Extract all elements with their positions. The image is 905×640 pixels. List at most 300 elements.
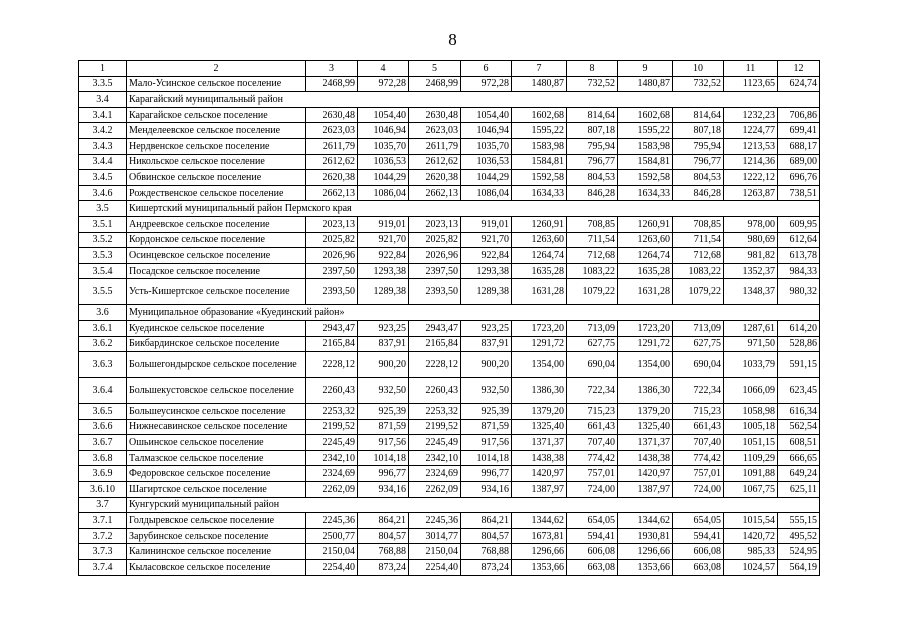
value-cell: 606,08 (567, 544, 618, 560)
value-cell: 932,50 (358, 378, 409, 404)
row-code: 3.6.6 (79, 419, 127, 435)
value-cell: 2397,50 (409, 263, 461, 279)
value-cell: 2023,13 (306, 216, 358, 232)
value-cell: 614,20 (778, 320, 820, 336)
value-cell: 980,32 (778, 279, 820, 305)
table-row (79, 263, 820, 279)
value-cell: 757,01 (567, 466, 618, 482)
settlement-name: Большеусинское сельское поселение (127, 404, 306, 420)
value-cell: 2630,48 (306, 107, 358, 123)
settlement-name: Куединское сельское поселение (127, 320, 306, 336)
value-cell: 871,59 (461, 419, 512, 435)
page-number: 8 (448, 30, 457, 49)
value-cell: 925,39 (358, 404, 409, 420)
value-cell: 2620,38 (409, 170, 461, 186)
table-row (79, 544, 820, 560)
value-cell: 3014,77 (409, 528, 461, 544)
value-cell: 2199,52 (306, 419, 358, 435)
value-cell: 2468,99 (409, 76, 461, 92)
value-cell: 2253,32 (409, 404, 461, 420)
value-cell: 1264,74 (618, 248, 673, 264)
value-cell: 1595,22 (512, 123, 567, 139)
table-row (79, 76, 820, 92)
value-cell: 1287,61 (724, 320, 778, 336)
value-cell: 2150,04 (409, 544, 461, 560)
settlement-name: Мало-Усинское сельское поселение (127, 76, 306, 92)
section-row (79, 201, 820, 217)
value-cell: 2612,62 (409, 154, 461, 170)
value-cell: 1635,28 (512, 263, 567, 279)
value-cell: 757,01 (673, 466, 724, 482)
value-cell: 1371,37 (618, 435, 673, 451)
row-code: 3.7.4 (79, 560, 127, 576)
settlement-name: Зарубинское сельское поселение (127, 528, 306, 544)
value-cell: 1083,22 (673, 263, 724, 279)
value-cell: 1036,53 (461, 154, 512, 170)
value-cell: 1595,22 (618, 123, 673, 139)
value-cell: 804,57 (358, 528, 409, 544)
value-cell: 1371,37 (512, 435, 567, 451)
value-cell: 1214,36 (724, 154, 778, 170)
value-cell: 2393,50 (409, 279, 461, 305)
value-cell: 1079,22 (567, 279, 618, 305)
section-row (79, 92, 820, 108)
row-code: 3.7.2 (79, 528, 127, 544)
value-cell: 1046,94 (461, 123, 512, 139)
value-cell: 837,91 (358, 336, 409, 352)
value-cell: 1293,38 (461, 263, 512, 279)
value-cell: 1354,00 (512, 352, 567, 378)
value-cell: 2150,04 (306, 544, 358, 560)
value-cell: 707,40 (673, 435, 724, 451)
value-cell: 1046,94 (358, 123, 409, 139)
value-cell: 1067,75 (724, 482, 778, 498)
value-cell: 1051,15 (724, 435, 778, 451)
value-cell: 1352,37 (724, 263, 778, 279)
value-cell: 1379,20 (512, 404, 567, 420)
value-cell: 807,18 (567, 123, 618, 139)
row-code: 3.6.3 (79, 352, 127, 378)
value-cell: 978,00 (724, 216, 778, 232)
column-header: 9 (618, 61, 673, 77)
value-cell: 722,34 (567, 378, 618, 404)
tariff-table (78, 60, 820, 576)
value-cell: 873,24 (358, 560, 409, 576)
value-cell: 2943,47 (409, 320, 461, 336)
value-cell: 796,77 (673, 154, 724, 170)
row-code: 3.5.2 (79, 232, 127, 248)
value-cell: 1079,22 (673, 279, 724, 305)
value-cell: 2612,62 (306, 154, 358, 170)
settlement-name: Карагайское сельское поселение (127, 107, 306, 123)
value-cell: 1014,18 (358, 450, 409, 466)
value-cell: 1631,28 (618, 279, 673, 305)
table-row (79, 419, 820, 435)
value-cell: 971,50 (724, 336, 778, 352)
column-header: 5 (409, 61, 461, 77)
value-cell: 2397,50 (306, 263, 358, 279)
value-cell: 795,94 (567, 138, 618, 154)
value-cell: 917,56 (461, 435, 512, 451)
value-cell: 919,01 (358, 216, 409, 232)
row-code: 3.5.1 (79, 216, 127, 232)
value-cell: 594,41 (673, 528, 724, 544)
column-header: 7 (512, 61, 567, 77)
value-cell: 706,86 (778, 107, 820, 123)
value-cell: 594,41 (567, 528, 618, 544)
section-title: Муниципальное образование «Куединский район» (127, 305, 820, 321)
column-header: 12 (778, 61, 820, 77)
settlement-name: Талмазское сельское поселение (127, 450, 306, 466)
value-cell: 921,70 (461, 232, 512, 248)
settlement-name: Калининское сельское поселение (127, 544, 306, 560)
value-cell: 1083,22 (567, 263, 618, 279)
column-header: 10 (673, 61, 724, 77)
value-cell: 846,28 (673, 185, 724, 201)
row-code: 3.4.1 (79, 107, 127, 123)
value-cell: 1263,60 (512, 232, 567, 248)
value-cell: 2262,09 (409, 482, 461, 498)
value-cell: 1723,20 (512, 320, 567, 336)
value-cell: 768,88 (461, 544, 512, 560)
value-cell: 1930,81 (618, 528, 673, 544)
value-cell: 972,28 (461, 76, 512, 92)
value-cell: 2165,84 (306, 336, 358, 352)
row-code: 3.4.6 (79, 185, 127, 201)
value-cell: 1602,68 (512, 107, 567, 123)
row-code: 3.6.4 (79, 378, 127, 404)
value-cell: 1035,70 (358, 138, 409, 154)
value-cell: 1213,53 (724, 138, 778, 154)
value-cell: 2630,48 (409, 107, 461, 123)
value-cell: 864,21 (461, 513, 512, 529)
value-cell: 663,08 (673, 560, 724, 576)
table-row (79, 185, 820, 201)
row-code: 3.6.9 (79, 466, 127, 482)
row-code: 3.6.1 (79, 320, 127, 336)
row-code: 3.6.10 (79, 482, 127, 498)
value-cell: 712,68 (673, 248, 724, 264)
table-row (79, 482, 820, 498)
value-cell: 2025,82 (409, 232, 461, 248)
table-row (79, 528, 820, 544)
value-cell: 1260,91 (512, 216, 567, 232)
settlement-name: Андреевское сельское поселение (127, 216, 306, 232)
column-header: 8 (567, 61, 618, 77)
value-cell: 564,19 (778, 560, 820, 576)
value-cell: 1222,12 (724, 170, 778, 186)
value-cell: 1438,38 (618, 450, 673, 466)
value-cell: 2342,10 (409, 450, 461, 466)
value-cell: 2620,38 (306, 170, 358, 186)
value-cell: 2254,40 (409, 560, 461, 576)
value-cell: 873,24 (461, 560, 512, 576)
value-cell: 1631,28 (512, 279, 567, 305)
value-cell: 814,64 (567, 107, 618, 123)
value-cell: 768,88 (358, 544, 409, 560)
table-row (79, 248, 820, 264)
section-code: 3.4 (79, 92, 127, 108)
value-cell: 1015,54 (724, 513, 778, 529)
table-row (79, 466, 820, 482)
value-cell: 1583,98 (618, 138, 673, 154)
value-cell: 1635,28 (618, 263, 673, 279)
value-cell: 804,53 (673, 170, 724, 186)
table-row (79, 216, 820, 232)
value-cell: 2260,43 (409, 378, 461, 404)
table-row (79, 435, 820, 451)
value-cell: 2026,96 (306, 248, 358, 264)
value-cell: 985,33 (724, 544, 778, 560)
value-cell: 2324,69 (306, 466, 358, 482)
value-cell: 690,04 (673, 352, 724, 378)
section-title: Карагайский муниципальный район (127, 92, 820, 108)
value-cell: 724,00 (567, 482, 618, 498)
value-cell: 1044,29 (358, 170, 409, 186)
table-row (79, 138, 820, 154)
table-row (79, 404, 820, 420)
value-cell: 807,18 (673, 123, 724, 139)
value-cell: 922,84 (461, 248, 512, 264)
value-cell: 2943,47 (306, 320, 358, 336)
value-cell: 1592,58 (512, 170, 567, 186)
value-cell: 649,24 (778, 466, 820, 482)
value-cell: 688,17 (778, 138, 820, 154)
value-cell: 732,52 (567, 76, 618, 92)
value-cell: 524,95 (778, 544, 820, 560)
settlement-name: Голдыревское сельское поселение (127, 513, 306, 529)
column-header: 1 (79, 61, 127, 77)
value-cell: 713,09 (673, 320, 724, 336)
value-cell: 1325,40 (512, 419, 567, 435)
table-row (79, 560, 820, 576)
row-code: 3.6.2 (79, 336, 127, 352)
table-row (79, 123, 820, 139)
value-cell: 1353,66 (618, 560, 673, 576)
value-cell: 1386,30 (512, 378, 567, 404)
value-cell: 1232,23 (724, 107, 778, 123)
value-cell: 2342,10 (306, 450, 358, 466)
value-cell: 981,82 (724, 248, 778, 264)
value-cell: 1054,40 (358, 107, 409, 123)
value-cell: 711,54 (567, 232, 618, 248)
value-cell: 2165,84 (409, 336, 461, 352)
value-cell: 804,53 (567, 170, 618, 186)
value-cell: 972,28 (358, 76, 409, 92)
value-cell: 1005,18 (724, 419, 778, 435)
value-cell: 711,54 (673, 232, 724, 248)
settlement-name: Никольское сельское поселение (127, 154, 306, 170)
value-cell: 708,85 (567, 216, 618, 232)
value-cell: 1344,62 (618, 513, 673, 529)
row-code: 3.6.7 (79, 435, 127, 451)
value-cell: 1058,98 (724, 404, 778, 420)
value-cell: 925,39 (461, 404, 512, 420)
value-cell: 690,04 (567, 352, 618, 378)
value-cell: 934,16 (461, 482, 512, 498)
value-cell: 663,08 (567, 560, 618, 576)
value-cell: 1123,65 (724, 76, 778, 92)
value-cell: 1353,66 (512, 560, 567, 576)
value-cell: 1348,37 (724, 279, 778, 305)
value-cell: 708,85 (673, 216, 724, 232)
value-cell: 712,68 (567, 248, 618, 264)
value-cell: 1264,74 (512, 248, 567, 264)
value-cell: 613,78 (778, 248, 820, 264)
value-cell: 1420,97 (512, 466, 567, 482)
settlement-name: Посадское сельское поселение (127, 263, 306, 279)
value-cell: 616,34 (778, 404, 820, 420)
value-cell: 917,56 (358, 435, 409, 451)
settlement-name: Шагиртское сельское поселение (127, 482, 306, 498)
column-header: 4 (358, 61, 409, 77)
settlement-name: Менделеевское сельское поселение (127, 123, 306, 139)
table-row (79, 352, 820, 378)
value-cell: 623,45 (778, 378, 820, 404)
value-cell: 1387,97 (618, 482, 673, 498)
section-code: 3.6 (79, 305, 127, 321)
value-cell: 1344,62 (512, 513, 567, 529)
value-cell: 2228,12 (306, 352, 358, 378)
section-row (79, 305, 820, 321)
settlement-name: Федоровское сельское поселение (127, 466, 306, 482)
row-code: 3.5.5 (79, 279, 127, 305)
value-cell: 1583,98 (512, 138, 567, 154)
value-cell: 2262,09 (306, 482, 358, 498)
value-cell: 1386,30 (618, 378, 673, 404)
value-cell: 2623,03 (409, 123, 461, 139)
table-row (79, 232, 820, 248)
value-cell: 1291,72 (512, 336, 567, 352)
value-cell: 919,01 (461, 216, 512, 232)
column-header: 11 (724, 61, 778, 77)
value-cell: 2500,77 (306, 528, 358, 544)
value-cell: 495,52 (778, 528, 820, 544)
value-cell: 715,23 (567, 404, 618, 420)
value-cell: 1592,58 (618, 170, 673, 186)
value-cell: 1260,91 (618, 216, 673, 232)
value-cell: 2025,82 (306, 232, 358, 248)
value-cell: 1291,72 (618, 336, 673, 352)
value-cell: 2468,99 (306, 76, 358, 92)
value-cell: 661,43 (567, 419, 618, 435)
section-title: Кишертский муниципальный район Пермского края (127, 201, 820, 217)
value-cell: 2324,69 (409, 466, 461, 482)
value-cell: 2254,40 (306, 560, 358, 576)
value-cell: 984,33 (778, 263, 820, 279)
value-cell: 2245,36 (306, 513, 358, 529)
value-cell: 715,23 (673, 404, 724, 420)
value-cell: 2245,49 (409, 435, 461, 451)
value-cell: 1634,33 (512, 185, 567, 201)
value-cell: 795,94 (673, 138, 724, 154)
value-cell: 1584,81 (512, 154, 567, 170)
value-cell: 932,50 (461, 378, 512, 404)
row-code: 3.5.3 (79, 248, 127, 264)
table-row (79, 378, 820, 404)
value-cell: 2611,79 (306, 138, 358, 154)
value-cell: 1086,04 (461, 185, 512, 201)
value-cell: 627,75 (673, 336, 724, 352)
settlement-name: Нердвенское сельское поселение (127, 138, 306, 154)
table-row (79, 279, 820, 305)
value-cell: 871,59 (358, 419, 409, 435)
table-row (79, 154, 820, 170)
settlement-name: Усть-Кишертское сельское поселение (127, 279, 306, 305)
value-cell: 2026,96 (409, 248, 461, 264)
value-cell: 732,52 (673, 76, 724, 92)
value-cell: 804,57 (461, 528, 512, 544)
value-cell: 1480,87 (618, 76, 673, 92)
value-cell: 1224,77 (724, 123, 778, 139)
value-cell: 608,51 (778, 435, 820, 451)
value-cell: 1054,40 (461, 107, 512, 123)
value-cell: 923,25 (358, 320, 409, 336)
table-row (79, 320, 820, 336)
value-cell: 1036,53 (358, 154, 409, 170)
value-cell: 713,09 (567, 320, 618, 336)
column-header: 3 (306, 61, 358, 77)
value-cell: 1325,40 (618, 419, 673, 435)
value-cell: 1438,38 (512, 450, 567, 466)
value-cell: 612,64 (778, 232, 820, 248)
table-row (79, 170, 820, 186)
settlement-name: Кыласовское сельское поселение (127, 560, 306, 576)
value-cell: 2623,03 (306, 123, 358, 139)
value-cell: 738,51 (778, 185, 820, 201)
settlement-name: Обвинское сельское поселение (127, 170, 306, 186)
value-cell: 2245,49 (306, 435, 358, 451)
row-code: 3.4.2 (79, 123, 127, 139)
value-cell: 837,91 (461, 336, 512, 352)
settlement-name: Бикбардинское сельское поселение (127, 336, 306, 352)
table-body (79, 76, 820, 575)
table-row (79, 450, 820, 466)
value-cell: 624,74 (778, 76, 820, 92)
value-cell: 900,20 (358, 352, 409, 378)
settlement-name: Рождественское сельское поселение (127, 185, 306, 201)
value-cell: 1480,87 (512, 76, 567, 92)
value-cell: 1354,00 (618, 352, 673, 378)
value-cell: 1584,81 (618, 154, 673, 170)
row-code: 3.7.1 (79, 513, 127, 529)
settlement-name: Кордонское сельское поселение (127, 232, 306, 248)
settlement-name: Нижнесавинское сельское поселение (127, 419, 306, 435)
value-cell: 1014,18 (461, 450, 512, 466)
value-cell: 1033,79 (724, 352, 778, 378)
value-cell: 996,77 (461, 466, 512, 482)
column-header: 6 (461, 61, 512, 77)
row-code: 3.4.4 (79, 154, 127, 170)
value-cell: 774,42 (567, 450, 618, 466)
row-code: 3.4.5 (79, 170, 127, 186)
header-row (79, 61, 820, 77)
value-cell: 1024,57 (724, 560, 778, 576)
value-cell: 699,41 (778, 123, 820, 139)
value-cell: 2393,50 (306, 279, 358, 305)
value-cell: 1289,38 (461, 279, 512, 305)
value-cell: 591,15 (778, 352, 820, 378)
table-row (79, 336, 820, 352)
value-cell: 1387,97 (512, 482, 567, 498)
value-cell: 922,84 (358, 248, 409, 264)
value-cell: 1296,66 (512, 544, 567, 560)
value-cell: 528,86 (778, 336, 820, 352)
settlement-name: Ошьинское сельское поселение (127, 435, 306, 451)
value-cell: 923,25 (461, 320, 512, 336)
value-cell: 934,16 (358, 482, 409, 498)
value-cell: 654,05 (567, 513, 618, 529)
